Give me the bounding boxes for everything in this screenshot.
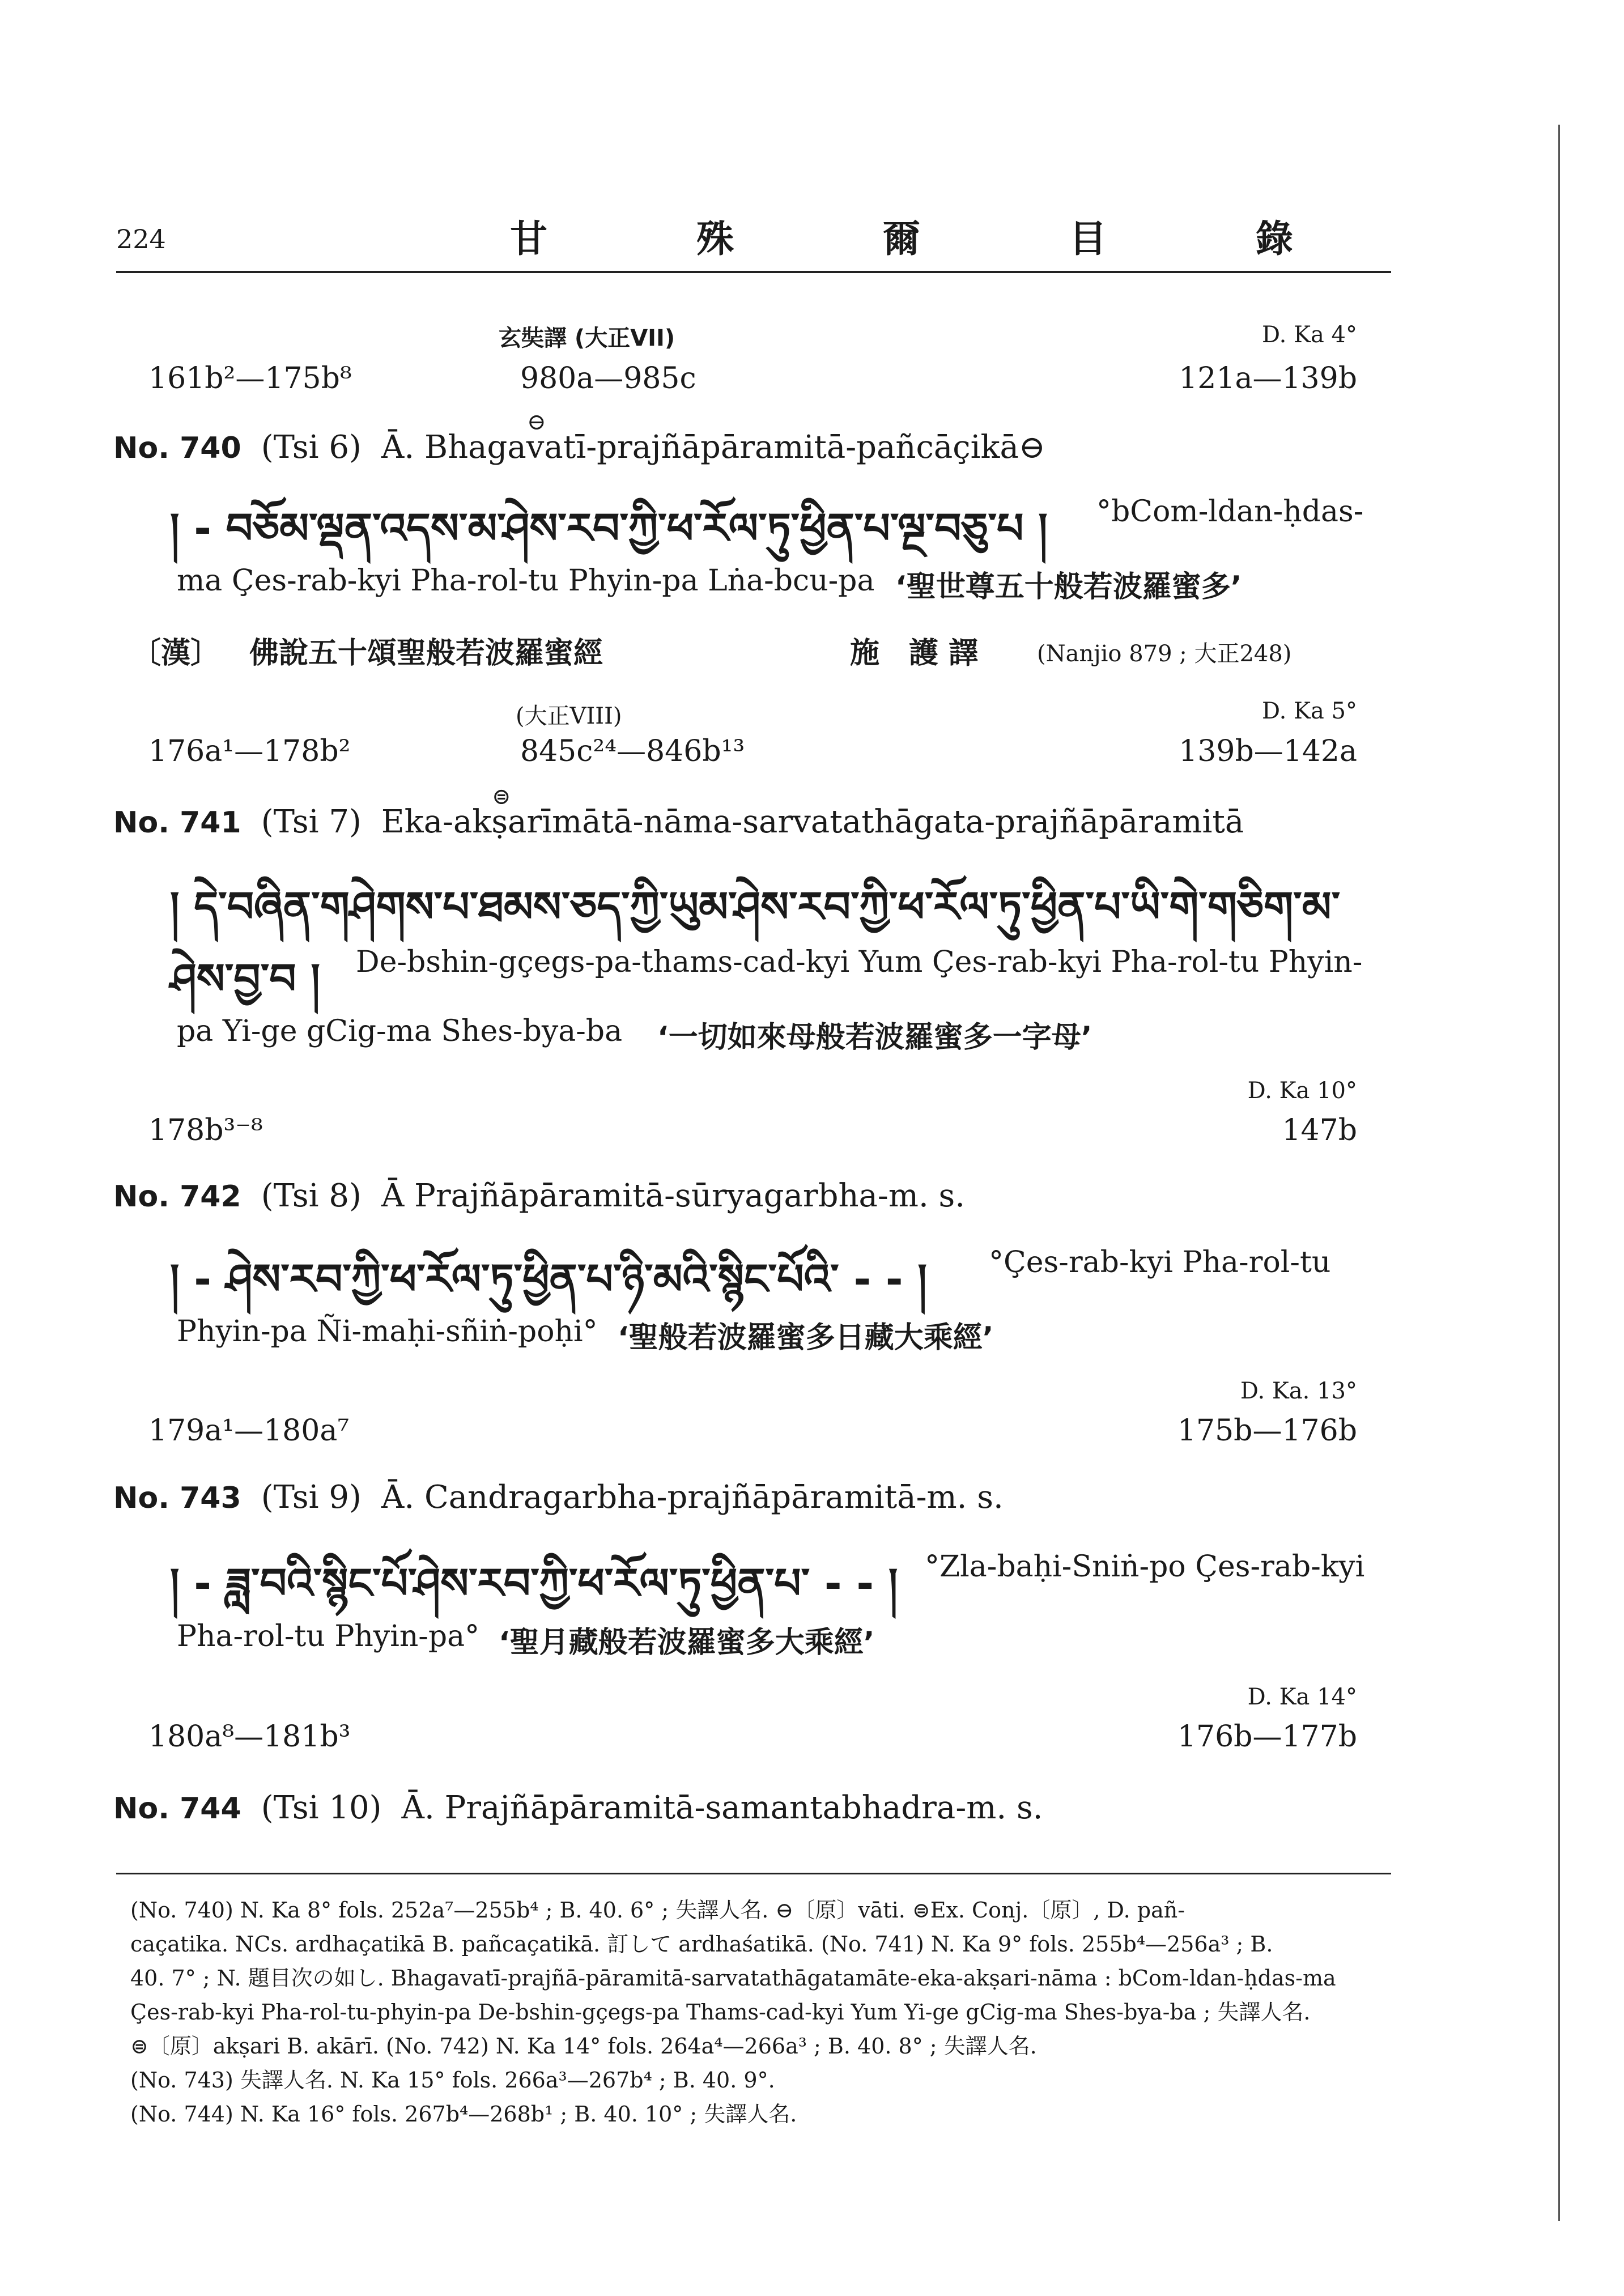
entry-number: No. 740 bbox=[113, 431, 241, 465]
taisho-ref: (大正VIII) bbox=[516, 703, 622, 729]
roman-title-start: °Çes-rab-kyi Pha-rol-tu bbox=[989, 1245, 1331, 1279]
tibetan-title: ། - ཤེས་རབ་ཀྱི་ཕ་རོལ་ཏུ་ཕྱིན་པ་ཉི་མའི་སྙིང་པོའི་ - - ། bbox=[170, 1255, 927, 1304]
right-range: 175b—176b bbox=[1177, 1414, 1357, 1448]
prev-right-range: 121a—139b bbox=[1179, 362, 1357, 396]
chinese-title: ‘聖月藏般若波羅蜜多大乘經’ bbox=[499, 1626, 875, 1660]
entry-title: Ā Prajñāpāramitā-sūryagarbha-m. s. bbox=[381, 1177, 966, 1214]
footnote-rule bbox=[116, 1873, 1391, 1874]
left-range: 176a¹—178b² bbox=[148, 734, 351, 768]
entry-tsi: (Tsi 8) bbox=[261, 1177, 362, 1214]
roman-title-cont: pa Yi-ge gCig-ma Shes-bya-ba bbox=[177, 1014, 623, 1048]
right-range: 139b—142a bbox=[1179, 734, 1357, 768]
roman-title-start: De-bshin-gçegs-pa-thams-cad-kyi Yum Çes-rab-kyi Pha-rol-tu Phyin- bbox=[356, 945, 1363, 979]
derge-ref: D. Ka 5° bbox=[1262, 698, 1357, 724]
prev-derge-ref: D. Ka 4° bbox=[1262, 322, 1357, 348]
binding-edge-line bbox=[1558, 125, 1560, 2221]
right-range: 176b—177b bbox=[1177, 1720, 1357, 1754]
derge-ref: D. Ka. 13° bbox=[1240, 1378, 1357, 1404]
entry-heading bbox=[113, 429, 1045, 466]
footnote-line: 40. 7° ; N. 題目次の如し. Bhagavatī-prajñā-pāramitā-sarvatathāgatamāte-eka-akṣari-nāma : bCom-ldan-ḥdas-ma bbox=[130, 1966, 1336, 1991]
prev-translator: 玄奘譯 (大正VII) bbox=[499, 325, 675, 351]
entry-heading bbox=[113, 1479, 1004, 1516]
footnote-line: Çes-rab-kyi Pha-rol-tu-phyin-pa De-bshin-gçegs-pa Thams-cad-kyi Yum Yi-ge gCig-ma Shes-bya-ba ; 失譯人名. bbox=[130, 2000, 1311, 2025]
roman-title-cont: Pha-rol-tu Phyin-pa° bbox=[177, 1619, 480, 1653]
page-number: 224 bbox=[116, 224, 166, 254]
roman-title-start: °Zla-baḥi-Sniṅ-po Çes-rab-kyi bbox=[925, 1550, 1365, 1584]
entry-heading bbox=[113, 803, 1244, 840]
entry-title: Eka-akṣarīmātā-nāma-sarvatathāgata-prajñāpāramitā bbox=[381, 803, 1244, 840]
entry-tsi: (Tsi 10) bbox=[261, 1789, 382, 1826]
entry-heading bbox=[113, 1177, 965, 1214]
tibetan-title: ། དེ་བཞིན་གཤེགས་པ་ཐམས་ཅད་ཀྱི་ཡུམ་ཤེས་རབ་ཀྱི་ཕ་རོལ་ཏུ་ཕྱིན་པ་ཡི་གེ་གཅིག་མ་ bbox=[170, 883, 1341, 932]
prev-middle-range: 980a—985c bbox=[520, 362, 696, 396]
entry-title: Ā. Candragarbha-prajñāpāramitā-m. s. bbox=[381, 1479, 1004, 1516]
translator: 施 護 譯 bbox=[850, 636, 979, 670]
entry-tsi: (Tsi 7) bbox=[261, 803, 362, 840]
right-range: 147b bbox=[1282, 1113, 1357, 1147]
chinese-title: ‘聖世尊五十般若波羅蜜多’ bbox=[895, 570, 1242, 604]
footnote-line: caçatika. NCs. ardhaçatikā B. pañcaçatikā. 訂して ardhaśatikā. (No. 741) N. Ka 9° fols. 255b⁴—256a³ ; B. bbox=[130, 1932, 1273, 1957]
prev-left-range: 161b²—175b⁸ bbox=[148, 362, 352, 396]
entry-title: Ā. Prajñāpāramitā-samantabhadra-m. s. bbox=[401, 1789, 1043, 1826]
nanjio-ref: (Nanjio 879 ; 大正248) bbox=[1037, 641, 1292, 667]
left-range: 180a⁸—181b³ bbox=[148, 1720, 351, 1754]
han-label: 〔漢〕 bbox=[131, 636, 220, 670]
entry-number: No. 743 bbox=[113, 1481, 241, 1515]
footnote-line: (No. 744) N. Ka 16° fols. 267b⁴—268b¹ ; B. 40. 10° ; 失譯人名. bbox=[130, 2102, 797, 2127]
header-rule bbox=[116, 271, 1391, 273]
entry-tsi: (Tsi 6) bbox=[261, 429, 362, 466]
footnote-line: (No. 740) N. Ka 8° fols. 252a⁷—255b⁴ ; B. 40. 6° ; 失譯人名. ⊖〔原〕vāti. ⊜Ex. Conj.〔原〕, D. pañ- bbox=[130, 1898, 1185, 1923]
entry-heading bbox=[113, 1789, 1043, 1826]
tibetan-title-cont: ཤེས་བྱ་བ ། bbox=[170, 955, 320, 1004]
derge-ref: D. Ka 10° bbox=[1247, 1078, 1357, 1104]
entry-number: No. 741 bbox=[113, 806, 241, 840]
entry-number: No. 744 bbox=[113, 1792, 241, 1826]
footnote-line: ⊜〔原〕akṣari B. akārī. (No. 742) N. Ka 14° fols. 264a⁴—266a³ ; B. 40. 8° ; 失譯人名. bbox=[130, 2034, 1037, 2059]
roman-title-start: °bCom-ldan-ḥdas- bbox=[1096, 495, 1364, 529]
entry-title: Ā. Bhagavatī-prajñāpāramitā-pañcāçikā⊖ bbox=[381, 429, 1045, 466]
note-marker: ⊜ bbox=[492, 784, 511, 810]
derge-ref: D. Ka 14° bbox=[1247, 1684, 1357, 1710]
left-range: 179a¹—180a⁷ bbox=[148, 1414, 350, 1448]
tibetan-title: ། - བཅོམ་ལྡན་འདས་མ་ཤེས་རབ་ཀྱི་ཕ་རོལ་ཏུ་ཕྱིན་པ་ལྔ་བཅུ་པ ། bbox=[170, 504, 1048, 553]
footnote-line: (No. 743) 失譯人名. N. Ka 15° fols. 266a³—267b⁴ ; B. 40. 9°. bbox=[130, 2068, 775, 2093]
entry-number: No. 742 bbox=[113, 1180, 241, 1214]
entry-tsi: (Tsi 9) bbox=[261, 1479, 362, 1516]
tibetan-title: ། - ཟླ་བའི་སྙིང་པོ་ཤེས་རབ་ཀྱི་ཕ་རོལ་ཏུ་ཕྱིན་པ་ - - ། bbox=[170, 1559, 898, 1608]
middle-range: 845c²⁴—846b¹³ bbox=[520, 734, 745, 768]
chinese-title: ‘一切如來母般若波羅蜜多一字母’ bbox=[657, 1021, 1092, 1055]
left-range: 178b³⁻⁸ bbox=[148, 1113, 263, 1147]
note-marker: ⊖ bbox=[527, 409, 546, 435]
running-title: 甘 殊 爾 目 錄 bbox=[510, 216, 1361, 261]
chinese-title: ‘聖般若波羅蜜多日藏大乘經’ bbox=[618, 1321, 994, 1355]
roman-title-cont: ma Çes-rab-kyi Pha-rol-tu Phyin-pa Lṅa-bcu-pa bbox=[177, 564, 875, 598]
han-title: 佛說五十頌聖般若波羅蜜經 bbox=[249, 636, 603, 670]
roman-title-cont: Phyin-pa Ñi-maḥi-sñiṅ-poḥi° bbox=[177, 1315, 598, 1349]
